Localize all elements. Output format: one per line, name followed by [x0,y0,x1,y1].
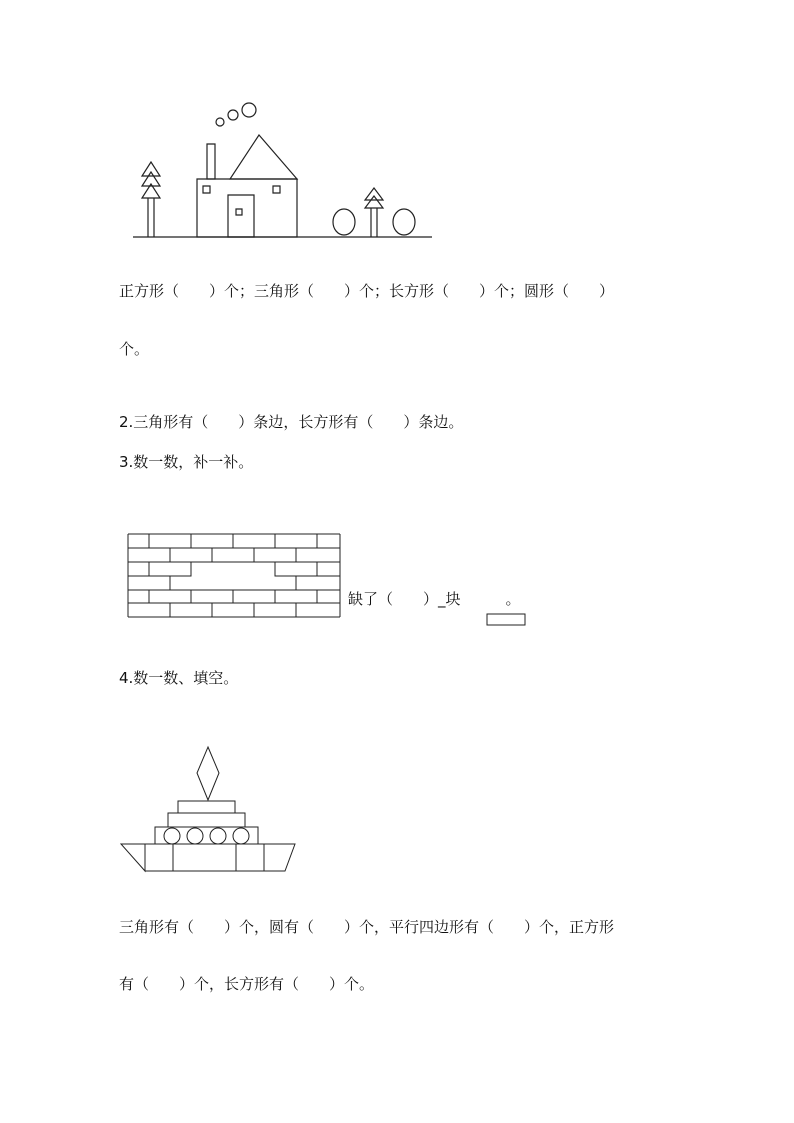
hull-square-left [145,844,173,871]
house-body [197,179,297,237]
hull-right-parallelogram [264,844,295,871]
bush-right [393,209,415,235]
q4-line-1: 三角形有（ ）个，圆有（ ）个，平行四边形有（ ）个，正方形 [119,918,615,936]
window-right [273,186,280,193]
hull-rectangle [173,844,236,871]
door-window [236,209,242,215]
q1-line-2: 个。 [119,340,150,358]
house-roof [230,135,297,179]
q1-line-1: 正方形（ ）个；三角形（ ）个；长方形（ ）个；圆形（ ） [119,282,615,300]
porthole-4 [233,828,249,844]
sail-rhombus [197,747,219,800]
deck-top [178,801,235,813]
q3-title: 3.数一数，补一补。 [119,453,254,471]
porthole-3 [210,828,226,844]
q3-answer-text: 缺了（ ）_块 。 [348,590,521,608]
house-door [228,195,254,237]
q4-title: 4.数一数、填空。 [119,669,239,687]
porthole-1 [164,828,180,844]
right-tree [365,188,383,237]
hull-left-triangle [121,844,145,871]
single-brick-icon [486,613,526,627]
q2-text: 2.三角形有（ ）条边，长方形有（ ）条边。 [119,413,464,431]
smoke-circle-1 [216,118,224,126]
deck-middle [168,813,245,827]
q4-line-2: 有（ ）个，长方形有（ ）个。 [119,975,375,993]
smoke-circle-3 [242,103,256,117]
boat-figure [118,744,298,874]
hull-square-right [236,844,264,871]
porthole-2 [187,828,203,844]
house-scene-figure [130,100,435,242]
left-tree [142,162,160,237]
deck-portholes [155,827,258,844]
smoke-circle-2 [228,110,238,120]
brick-wall-figure [127,533,342,619]
bush-left [333,209,355,235]
window-left [203,186,210,193]
chimney [207,144,215,179]
